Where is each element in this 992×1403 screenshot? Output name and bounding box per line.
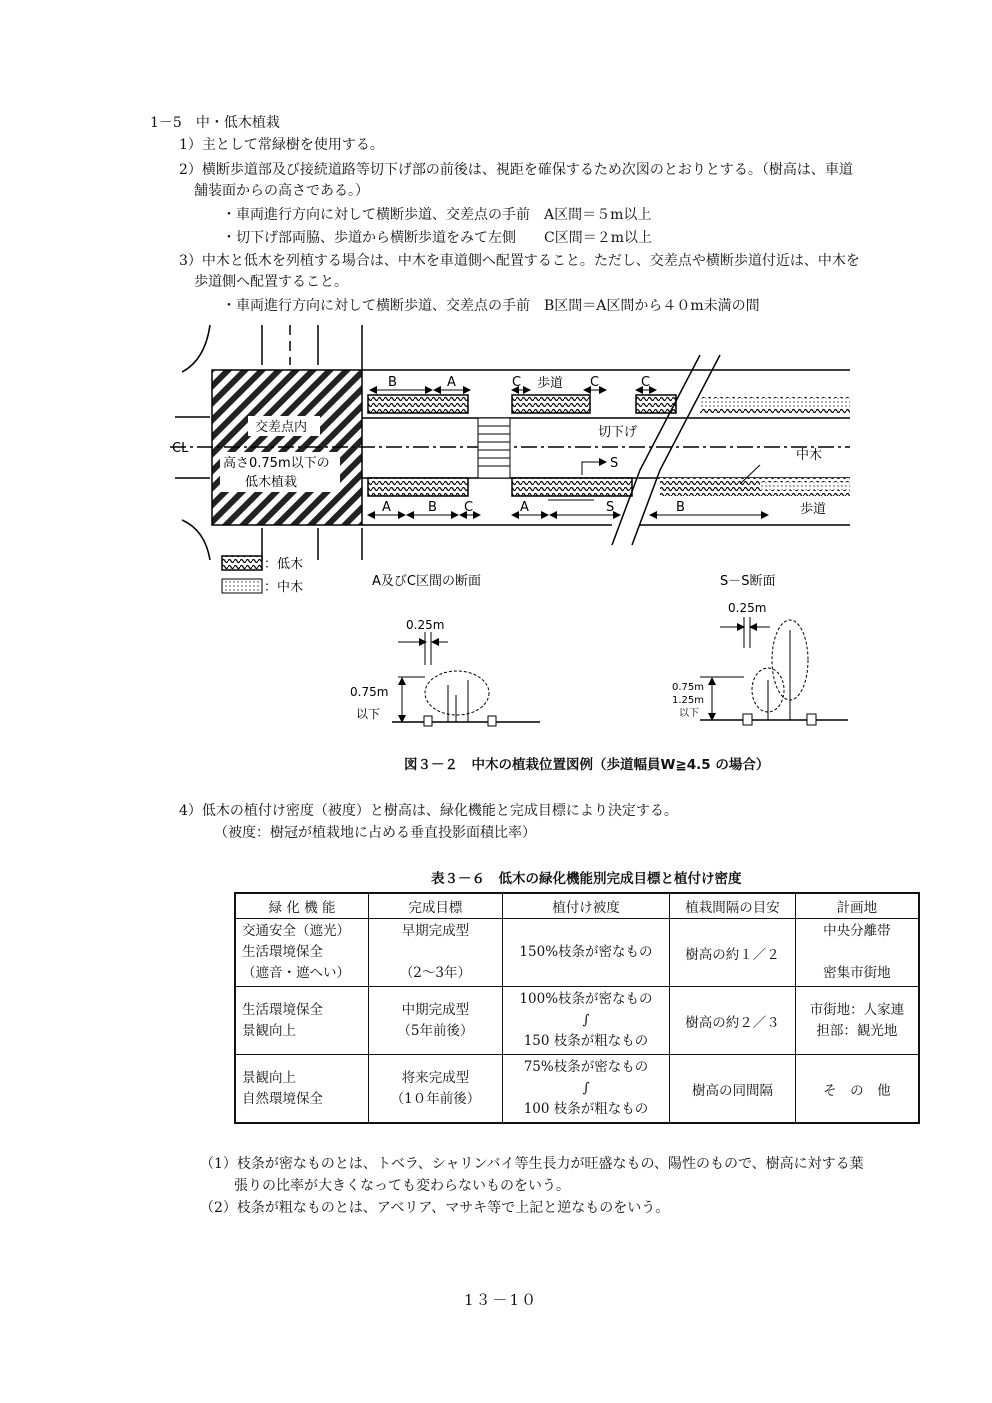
cell-density: 150%枝条が密なもの <box>519 944 653 960</box>
cell-func: 景観向上 <box>242 1022 296 1039</box>
cell-density: 75%枝条が密なもの <box>523 1059 649 1075</box>
header-function: 緑 化 機 能 <box>235 893 369 919</box>
cell-spacing: 樹高の約１／２ <box>685 946 780 963</box>
item-3-bullet-1: ・車両進行方向に対して横断歩道、交差点の手前 B区間＝A区間から４０m未満の間 <box>222 298 760 314</box>
cell-func: 交通安全（遮光） <box>242 923 350 939</box>
cell-spacing: 樹高の約２／３ <box>685 1014 780 1031</box>
sidewalk-label: 歩道 <box>537 376 564 391</box>
cell-goal <box>375 942 496 963</box>
cell-goal: 早期完成型 <box>401 923 470 939</box>
ss-below: 以下 <box>679 708 699 719</box>
note-1-line1: （1）枝条が密なものとは、トベラ、シャリンバイ等生長力が旺盛なもの、陽性のもので、樹高に対する葉 <box>200 1156 864 1172</box>
page-number: 1３－1０ <box>464 1291 539 1309</box>
low-planting-label-1: 高さ0.75m以下の <box>223 456 330 471</box>
cell-place: 中央分離帯 <box>823 923 891 939</box>
bottom-seg-C: C <box>464 500 474 515</box>
top-seg-B: B <box>388 375 397 390</box>
item-4-line2: （被度：樹冠が植栽地に占める垂直投影面積比率） <box>214 825 536 841</box>
cell-func: （遮音・遮へい） <box>242 965 350 981</box>
greening-table <box>234 892 920 1124</box>
note-2: （2）枝条が粗なものとは、アベリア、マサキ等で上記と逆なものをいう。 <box>200 1200 670 1216</box>
item-2-line2: 舗装面からの高さである。） <box>194 183 369 199</box>
header-density: 植付け被度 <box>502 893 670 919</box>
bottom-seg-A2: A <box>520 500 529 515</box>
table-row <box>235 987 919 1055</box>
table-row <box>235 919 919 987</box>
cell-density: 100%枝条が密なもの <box>519 991 653 1007</box>
cell-goal: 中期完成型 <box>401 1001 470 1018</box>
note-1-line2: 張りの比率が大きくなっても変わらないものをいう。 <box>234 1178 570 1194</box>
table-header-row <box>235 893 919 919</box>
section-ss-title: S－S断面 <box>720 574 776 589</box>
ac-dim-075: 0.75m <box>350 685 389 699</box>
cell-func: 自然環境保全 <box>242 1090 323 1107</box>
ac-below: 以下 <box>356 707 381 721</box>
item-3-line1: 3）中木と低木を列植する場合は、中木を車道側へ配置すること。ただし、交差点や横断歩道付近は、中木を <box>179 253 860 269</box>
header-place: 計画地 <box>795 893 919 919</box>
item-3-line2: 歩道側へ配置すること。 <box>194 274 348 290</box>
cell-goal: 将来完成型 <box>401 1069 470 1086</box>
section-ac-title: A及びC区間の断面 <box>372 574 481 589</box>
item-4-line1: 4）低木の植付け密度（被度）と樹高は、緑化機能と完成目標により決定する。 <box>179 803 678 819</box>
item-2-bullet-1: ・車両進行方向に対して横断歩道、交差点の手前 A区間＝５m以上 <box>222 207 652 223</box>
intersection-label: 交差点内 <box>255 420 308 435</box>
cutdown-label: 切下げ <box>598 425 638 440</box>
seg-S-upper: S <box>610 456 619 471</box>
cell-goal: （1０年前後） <box>390 1090 481 1107</box>
mid-tree-label: 中木 <box>796 448 823 463</box>
bottom-seg-B2: B <box>676 500 685 515</box>
legend-low-shrub: ：低木 <box>264 557 304 572</box>
cell-density: ∫ <box>582 1012 590 1028</box>
cell-func: 生活環境保全 <box>242 944 323 960</box>
ss-dim-125: 1.25m <box>672 695 705 706</box>
header-spacing: 植栽間隔の目安 <box>670 893 796 919</box>
top-seg-C2: C <box>590 375 600 390</box>
table-row <box>235 1055 919 1124</box>
cell-spacing: 樹高の同間隔 <box>692 1082 774 1099</box>
ss-dim-025: 0.25m <box>728 601 767 615</box>
bottom-seg-B1: B <box>428 500 437 515</box>
cell-func: 景観向上 <box>242 1069 296 1086</box>
cell-density: ∫ <box>582 1080 590 1096</box>
ss-dim-075: 0.75m <box>672 682 705 693</box>
cell-place: 密集市街地 <box>823 965 891 981</box>
section-title: 1－5 中・低木植栽 <box>150 115 280 131</box>
item-1: 1）主として常緑樹を使用する。 <box>179 137 384 153</box>
top-seg-A: A <box>447 375 456 390</box>
top-seg-C1: C <box>512 375 522 390</box>
cell-density: 100 枝条が粗なもの <box>523 1101 649 1117</box>
legend-mid-tree: ：中木 <box>264 580 304 595</box>
item-2-line1: 2）横断歩道部及び接続道路等切下げ部の前後は、視距を確保するため次図のとおりとする。（樹高は、車道 <box>179 162 853 178</box>
item-2-bullet-2: ・切下げ部両脇、歩道から横断歩道をみて左側 C区間＝２m以上 <box>222 230 652 246</box>
centerline-label: CL <box>172 441 189 456</box>
bottom-seg-A1: A <box>382 500 391 515</box>
cell-place <box>802 942 912 963</box>
cell-place: 市街地：人家連 <box>809 1001 905 1018</box>
figure-caption: 図３－２ 中木の植栽位置図例（歩道幅員W≧4.5 の場合） <box>404 757 770 773</box>
cell-goal: （2～3年） <box>399 965 471 981</box>
low-planting-label-2: 低木植栽 <box>245 475 298 490</box>
table-title: 表３－６ 低木の緑化機能別完成目標と植付け密度 <box>431 871 742 887</box>
cell-goal: （5年前後） <box>397 1022 474 1039</box>
cell-place: 担部：観光地 <box>816 1022 898 1039</box>
top-seg-C3: C <box>641 375 651 390</box>
sidewalk-label-2: 歩道 <box>800 502 827 517</box>
cell-func: 生活環境保全 <box>242 1001 323 1018</box>
cell-place: そ の 他 <box>823 1082 891 1099</box>
bottom-seg-S: S <box>606 500 615 515</box>
ac-dim-025: 0.25m <box>406 618 445 632</box>
cell-density: 150 枝条が粗なもの <box>523 1033 649 1049</box>
header-goal: 完成目標 <box>369 893 503 919</box>
